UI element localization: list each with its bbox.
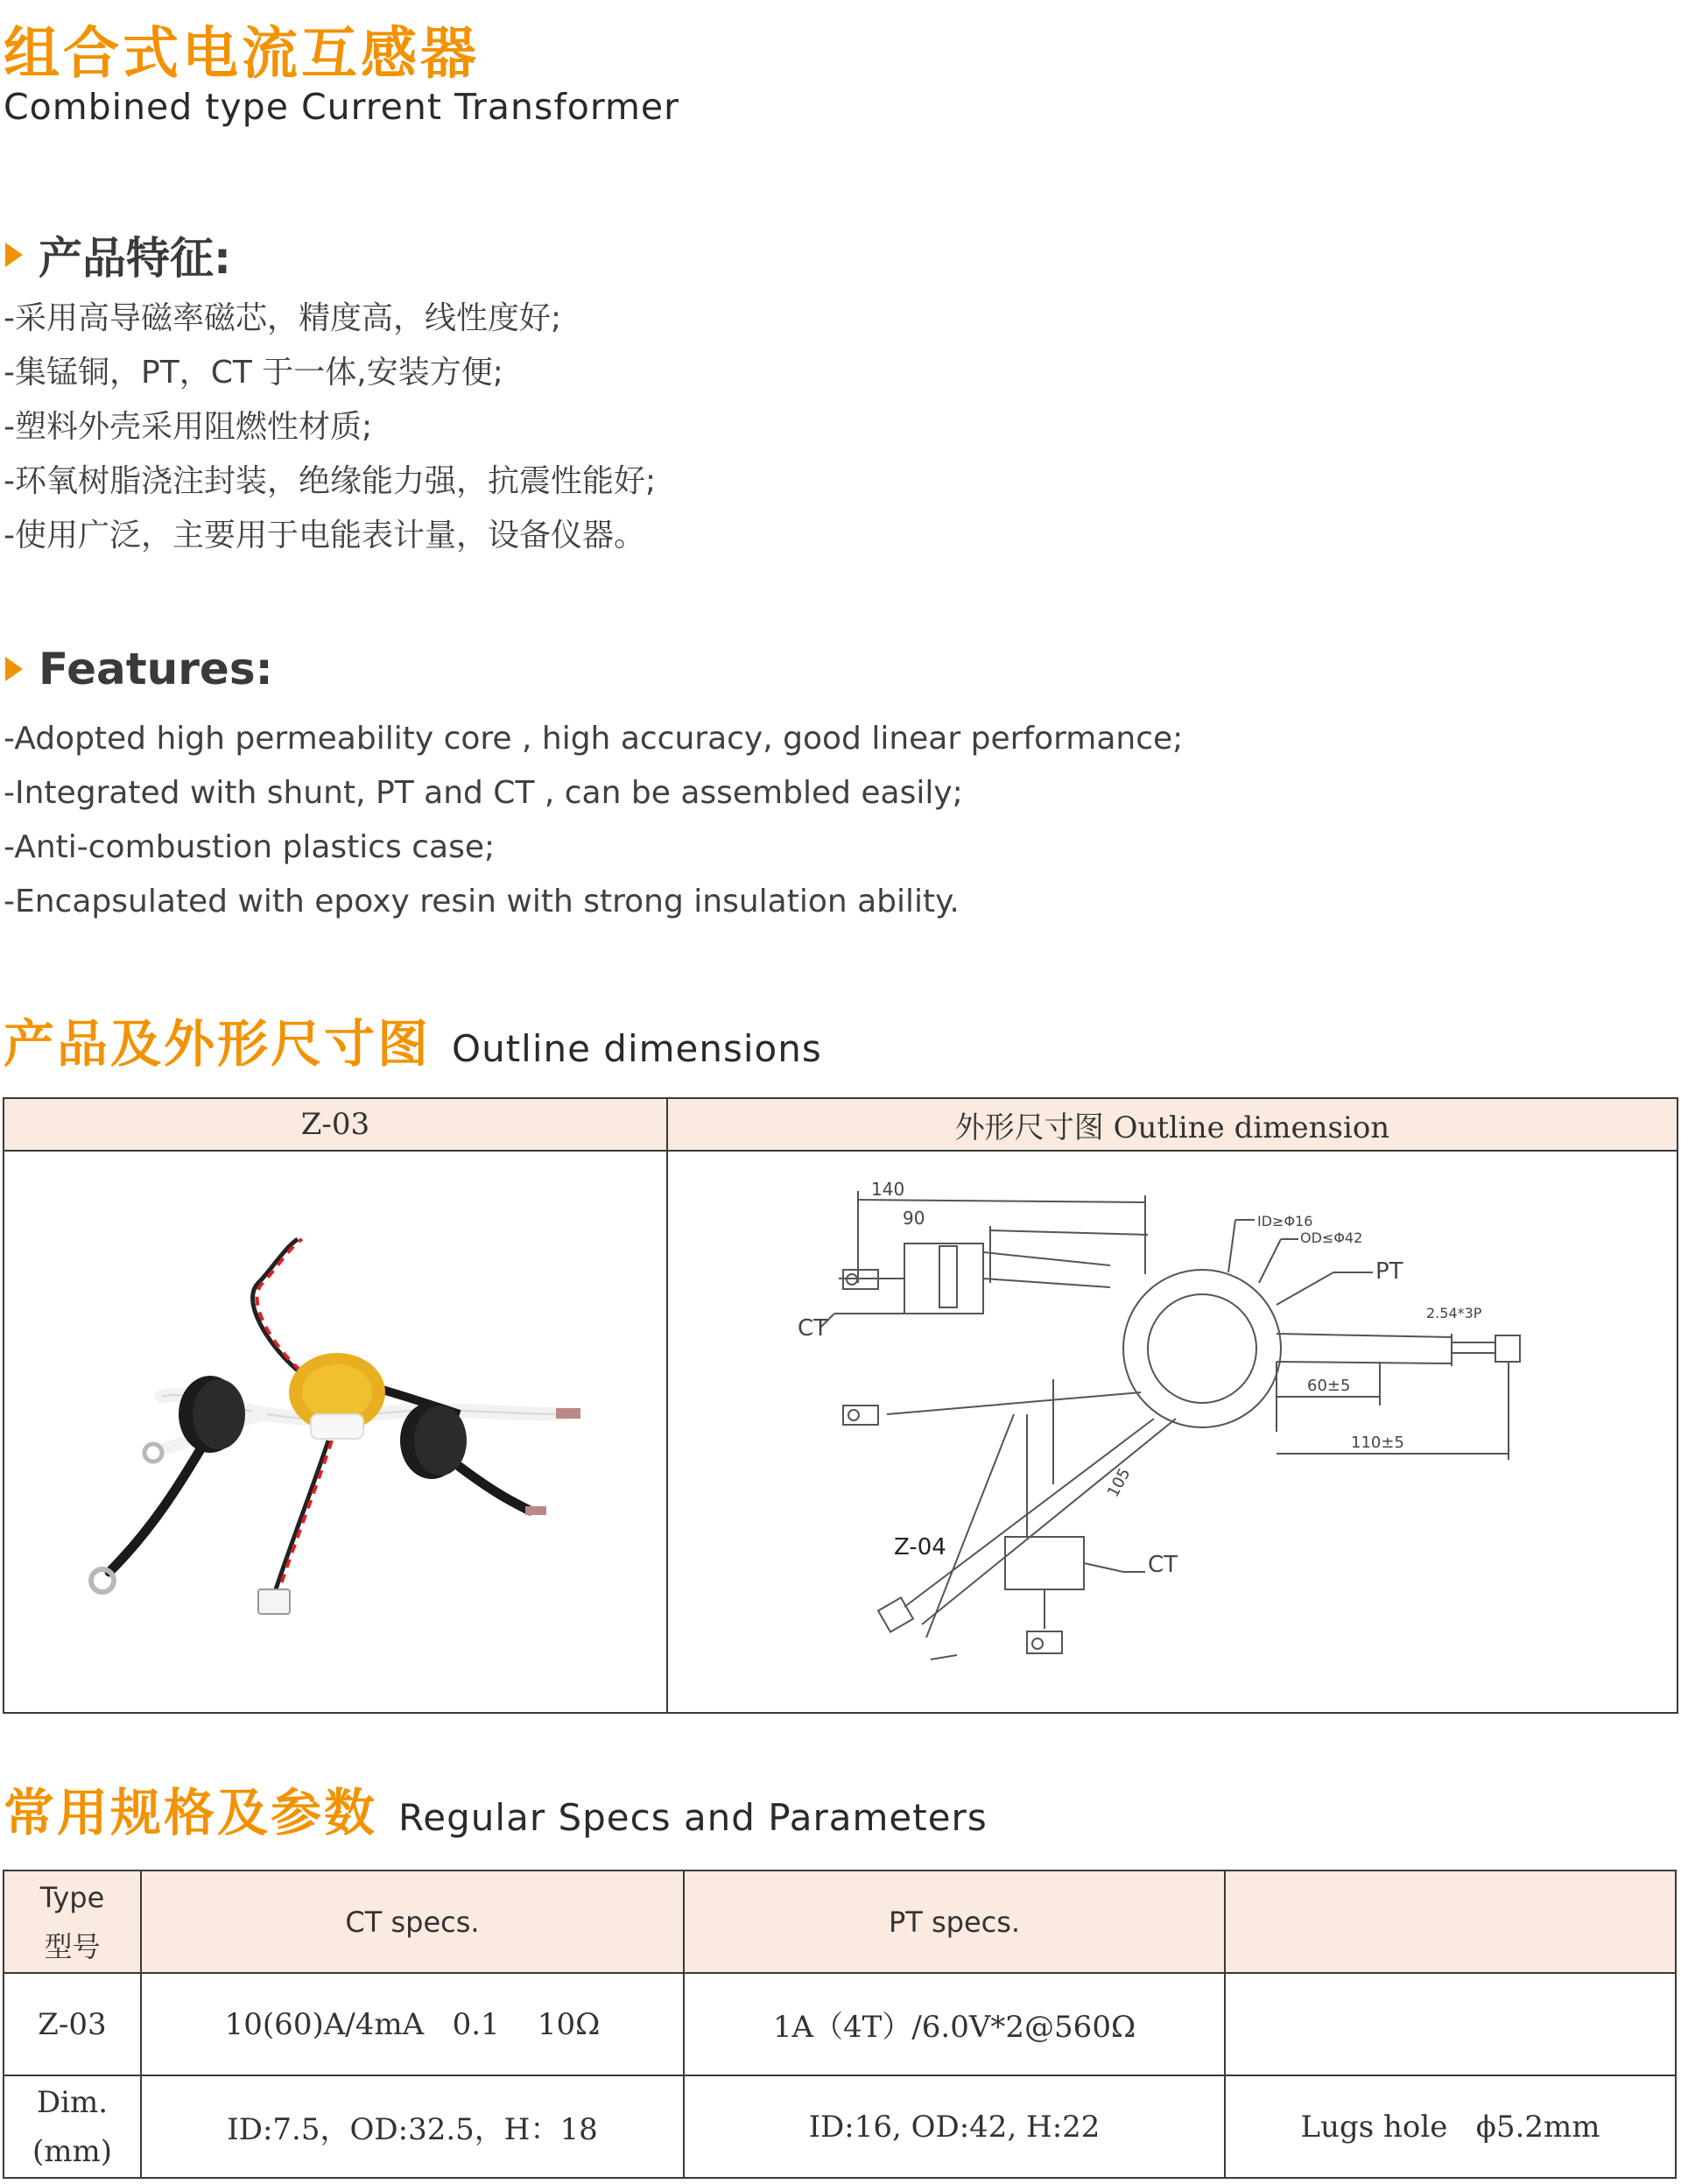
pt-header: PT specs.	[684, 1870, 1225, 1973]
ct-header: CT specs.	[141, 1870, 684, 1973]
list-item: -集锰铜，PT，CT 于一体,安装方便;	[4, 355, 503, 391]
outline-col2-header: 外形尺寸图 Outline dimension	[667, 1098, 1677, 1151]
list-item: -Anti-combustion plastics case;	[4, 829, 496, 865]
row1-pt: 1A（4T）/6.0V*2@560Ω	[684, 1973, 1225, 2075]
outline-heading-cn: 产品及外形尺寸图	[4, 1014, 432, 1074]
list-item: -Encapsulated with epoxy resin with strong insulation ability.	[4, 884, 960, 919]
features-cn-list	[4, 292, 656, 563]
type-header-cn: 型号	[44, 1929, 101, 1963]
list-item: -Integrated with shunt, PT and CT , can be assembled easily;	[4, 775, 963, 811]
type-header	[4, 1870, 141, 1973]
specs-heading-cn: 常用规格及参数	[4, 1783, 378, 1842]
dim-140-label: 140	[871, 1179, 905, 1200]
list-item: -塑料外壳采用阻燃性材质;	[4, 409, 373, 445]
od-label: OD≤Φ42	[1300, 1229, 1363, 1246]
specs-heading-en: Regular Specs and Parameters	[398, 1796, 988, 1839]
row2-type-line2: (mm)	[32, 2133, 112, 2169]
triangle-bullet-icon	[5, 657, 23, 681]
product-photo	[4, 1152, 666, 1712]
row1-type: Z-03	[4, 1973, 141, 2075]
page-title: 组合式电流互感器	[4, 22, 480, 87]
model-label: Z-04	[894, 1534, 946, 1561]
table-row	[4, 2075, 1676, 2178]
page-subtitle: Combined type Current Transformer	[4, 86, 680, 128]
outline-table	[3, 1097, 1678, 1714]
row1-ct: 10(60)A/4mA 0.1 10Ω	[141, 1973, 684, 2075]
connector-label: 2.54*3P	[1426, 1305, 1482, 1321]
row2-extra: Lugs hole ϕ5.2mm	[1225, 2075, 1676, 2178]
features-cn-heading-text: 产品特征:	[39, 233, 231, 284]
dim-90-label: 90	[903, 1208, 925, 1229]
specs-table	[3, 1870, 1677, 2179]
product-photo-cell	[4, 1151, 667, 1713]
dim-110-label: 110±5	[1351, 1434, 1404, 1452]
outline-heading	[4, 1003, 822, 1076]
row2-pt: ID:16, OD:42, H:22	[684, 2075, 1225, 2178]
ct-label-bottom: CT	[1148, 1552, 1178, 1578]
dim-105-label: 105	[1103, 1465, 1135, 1501]
outline-col1-header: Z-03	[4, 1098, 667, 1151]
triangle-bullet-icon	[5, 243, 23, 267]
features-en-heading	[5, 644, 273, 694]
row1-extra	[1225, 1973, 1676, 2075]
id-label: ID≥Φ16	[1257, 1213, 1313, 1229]
specs-heading	[4, 1772, 988, 1845]
outline-drawing	[668, 1152, 1677, 1712]
row2-type	[4, 2075, 141, 2178]
row2-type-line1: Dim.	[36, 2084, 109, 2120]
table-row	[4, 1973, 1676, 2075]
row2-ct: ID:7.5，OD:32.5，H：18	[141, 2075, 684, 2178]
list-item: -使用广泛，主要用于电能表计量，设备仪器。	[4, 518, 645, 553]
features-cn-heading	[5, 223, 231, 286]
outline-drawing-cell	[667, 1151, 1677, 1713]
pt-label: PT	[1375, 1258, 1403, 1285]
list-item: -采用高导磁率磁芯，精度高，线性度好;	[4, 300, 562, 336]
list-item: -Adopted high permeability core , high accuracy, good linear performance;	[4, 721, 1184, 757]
extra-header	[1225, 1870, 1676, 1973]
features-en-list	[4, 712, 1183, 929]
dim-60-label: 60±5	[1307, 1377, 1351, 1395]
ct-label-top: CT	[798, 1315, 828, 1342]
list-item: -环氧树脂浇注封装，绝缘能力强，抗震性能好;	[4, 463, 657, 499]
type-header-en: Type	[39, 1880, 105, 1914]
features-en-heading-text: Features:	[39, 644, 273, 694]
outline-heading-en: Outline dimensions	[452, 1027, 822, 1070]
